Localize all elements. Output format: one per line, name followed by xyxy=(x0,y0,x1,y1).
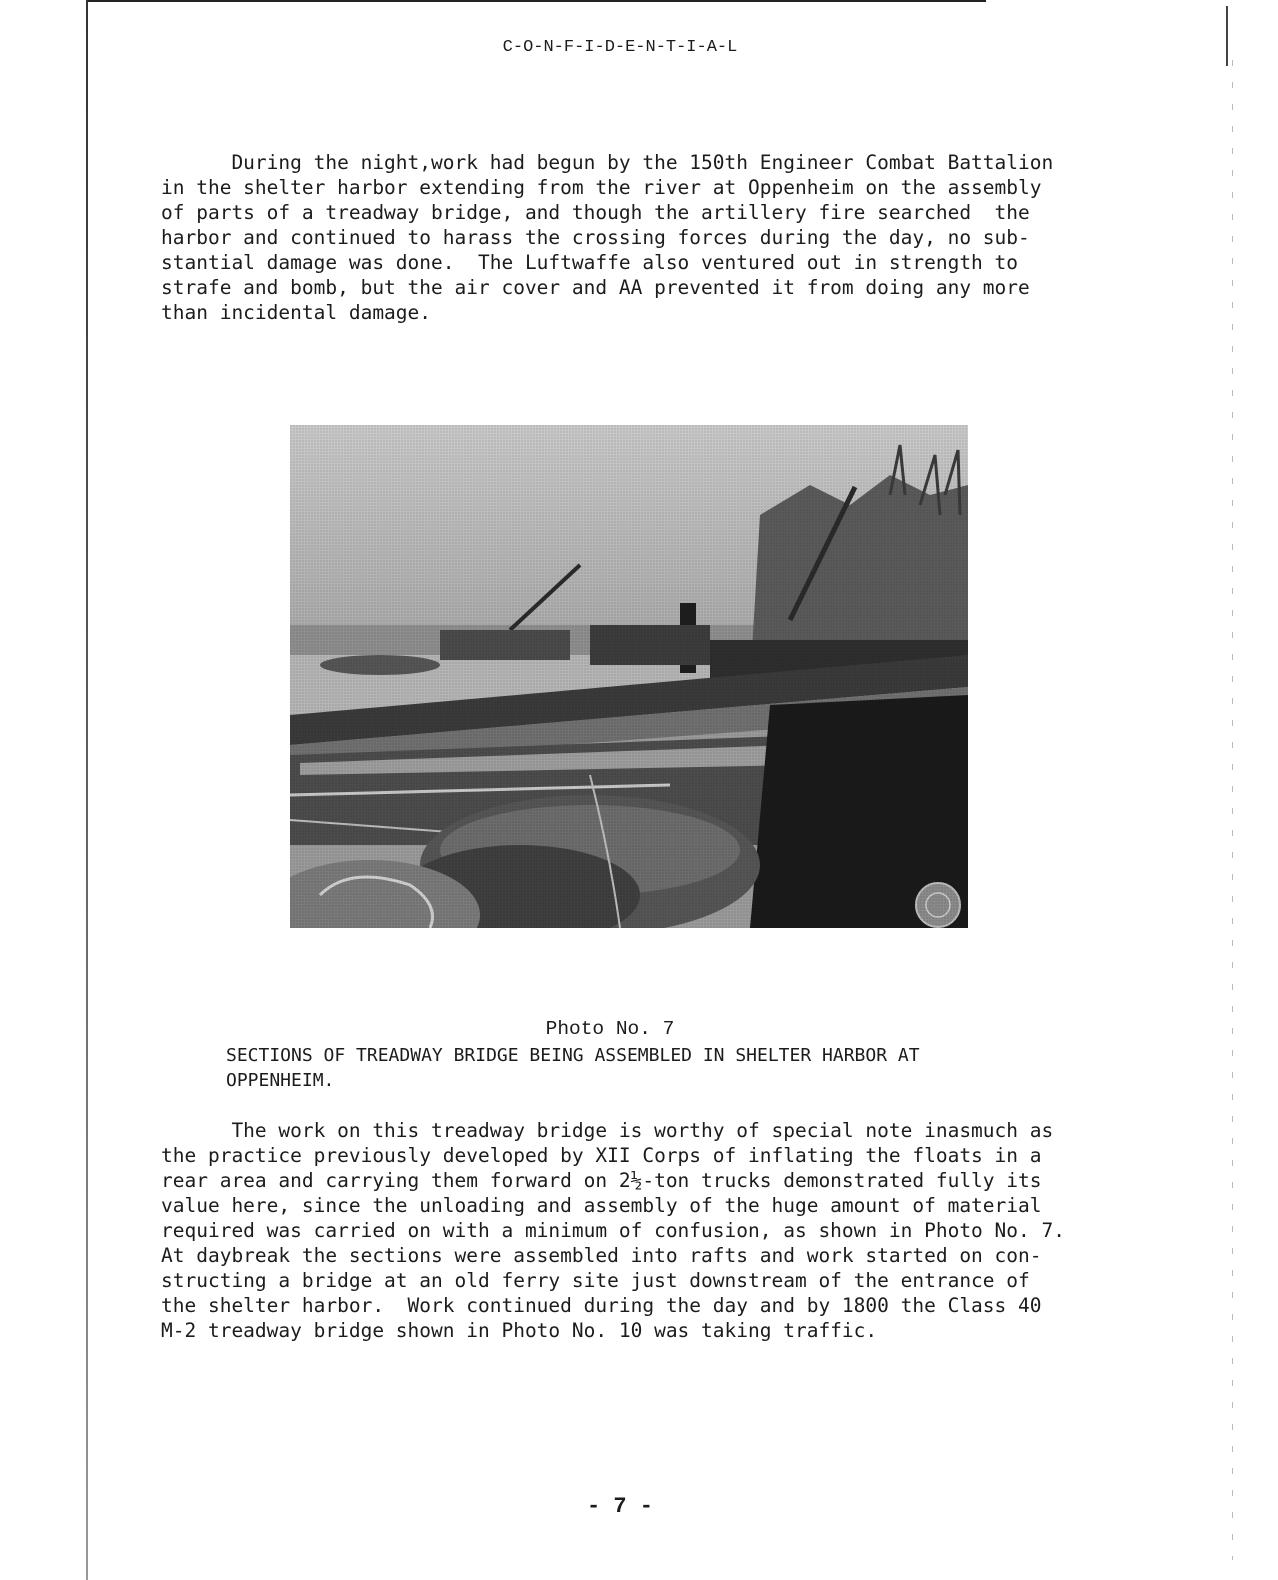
photo-caption xyxy=(226,1043,1126,1093)
page-border-left xyxy=(86,0,88,1580)
paragraph-line: value here, since the unloading and assembly of the huge amount of material xyxy=(161,1194,1042,1217)
photo-caption-title: Photo No. 7 xyxy=(545,1018,675,1040)
paragraph-line: The work on this treadway bridge is worthy of special note inasmuch as xyxy=(161,1119,1054,1142)
paragraph-line: the practice previously developed by XII Corps of inflating the floats in a xyxy=(161,1144,1042,1167)
paragraph-line: in the shelter harbor extending from the river at Oppenheim on the assembly xyxy=(161,176,1042,199)
paragraph-line: During the night,work had begun by the 150th Engineer Combat Battalion xyxy=(161,151,1054,174)
paragraph-line: strafe and bomb, but the air cover and AA prevented it from doing any more xyxy=(161,276,1030,299)
paragraph-line: than incidental damage. xyxy=(161,301,432,324)
paragraph-line: structing a bridge at an old ferry site just downstream of the entrance of xyxy=(161,1269,1030,1292)
paragraph-line: At daybreak the sections were assembled into rafts and work started on con- xyxy=(161,1244,1042,1267)
paragraph-line: M-2 treadway bridge shown in Photo No. 10 was taking traffic. xyxy=(161,1319,878,1342)
caption-line: OPPENHEIM. xyxy=(226,1070,335,1091)
page-number: - 7 - xyxy=(586,1494,653,1519)
paragraph-line: the shelter harbor. Work continued during the day and by 1800 the Class 40 xyxy=(161,1294,1042,1317)
caption-line: SECTIONS OF TREADWAY BRIDGE BEING ASSEMBLED IN SHELTER HARBOR AT xyxy=(226,1045,920,1066)
paragraph-line: of parts of a treadway bridge, and though the artillery fire searched the xyxy=(161,201,1030,224)
paragraph-2 xyxy=(161,1118,1121,1343)
paragraph-line: harbor and continued to harass the crossing forces during the day, no sub- xyxy=(161,226,1030,249)
page-border-top xyxy=(86,0,986,2)
page-edge-marks xyxy=(1232,60,1233,1560)
paragraph-1 xyxy=(161,150,1121,325)
classification-header: C-O-N-F-I-D-E-N-T-I-A-L xyxy=(502,38,738,57)
paragraph-line: required was carried on with a minimum of confusion, as shown in Photo No. 7. xyxy=(161,1219,1065,1242)
paragraph-line: rear area and carrying them forward on 2½-ton trucks demonstrated fully its xyxy=(161,1169,1042,1192)
paragraph-line: stantial damage was done. The Luftwaffe also ventured out in strength to xyxy=(161,251,1019,274)
photo-treadway-bridge xyxy=(290,425,968,928)
page-border-right xyxy=(1226,6,1228,66)
